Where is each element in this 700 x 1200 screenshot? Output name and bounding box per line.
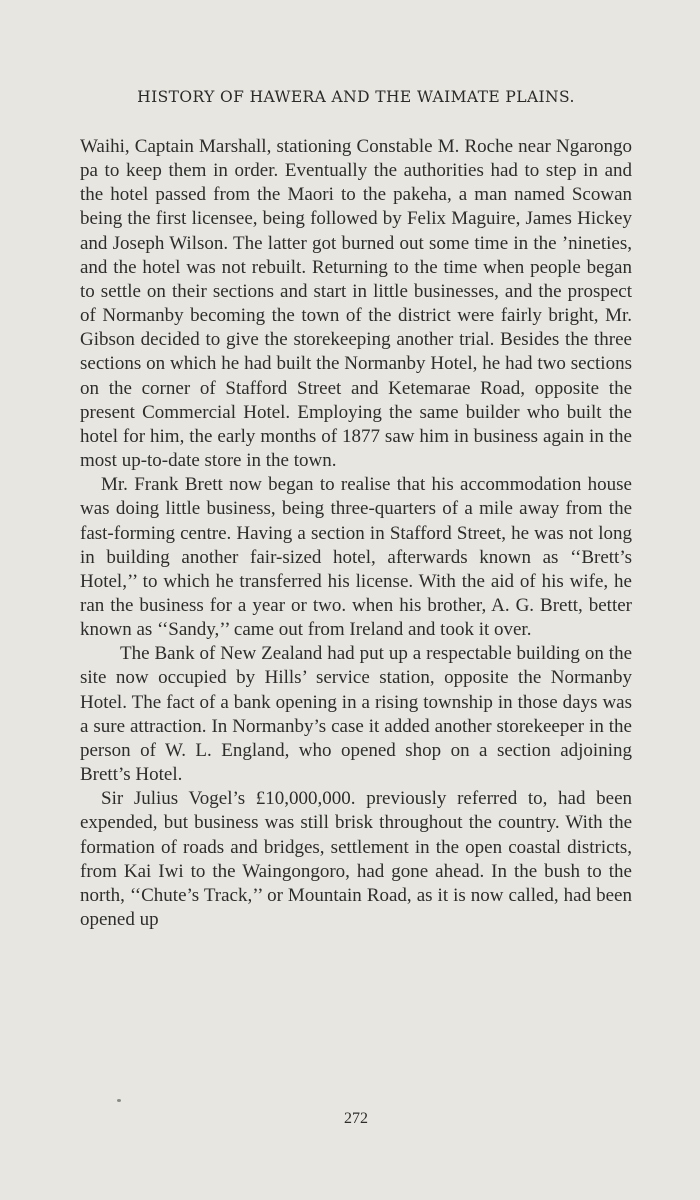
print-speck xyxy=(117,1099,121,1102)
running-head: HISTORY OF HAWERA AND THE WAIMATE PLAINS. xyxy=(137,88,575,106)
paragraph: Mr. Frank Brett now began to realise that his accommodation house was doing little business, being three-quarters of a mile away from the fast-forming centre. Having a section in Stafford Street, he was not long in building another fair-sized hotel, afterwards known as ‘‘Brett’s Hotel,’’ to which he transferred his license. With the aid of his wife, he ran the business for a year or two. when his brother, A. G. Brett, better known as ‘‘Sandy,’’ came out from Ireland and took it over. xyxy=(80,474,632,641)
paragraph: Sir Julius Vogel’s £10,000,000. previously referred to, had been expended, but business was still brisk throughout the country. With the formation of roads and bridges, settlement in the open coastal districts, from Kai Iwi to the Waingongoro, had gone ahead. In the bush to the north, ‘‘Chute’s Track,’’ or Mountain Road, as it is now called, had been opened up xyxy=(80,788,632,930)
paragraph: The Bank of New Zealand had put up a respectable building on the site now occupied by Hills’ service station, opposite the Normanby Hotel. The fact of a bank opening in a rising township in those days was a sure attraction. In Normanby’s case it added another storekeeper in the person of W. L. England, who opened shop on a section adjoining Brett’s Hotel. xyxy=(80,643,632,786)
body-text xyxy=(80,135,632,932)
paragraph: Waihi, Captain Marshall, stationing Constable M. Roche near Ngarongo pa to keep them in order. Eventually the authorities had to step in and the hotel passed from the Maori to the pakeha, a man named Scowan being the first licensee, being followed by Felix Maguire, James Hickey and Joseph Wilson. The latter got burned out some time in the ’nineties, and the hotel was not rebuilt. Returning to the time when people began to settle on their sections and start in little businesses, and the prospect of Normanby becoming the town of the district were fairly bright, Mr. Gibson decided to give the storekeeping another trial. Besides the three sections on which he had built the Normanby Hotel, he had two sections on the corner of Stafford Street and Ketemarae Road, opposite the present Commercial Hotel. Employing the same builder who built the hotel for him, the early months of 1877 saw him in business again in the most up-to-date store in the town. xyxy=(80,136,632,472)
page-number: 272 xyxy=(344,1110,368,1127)
